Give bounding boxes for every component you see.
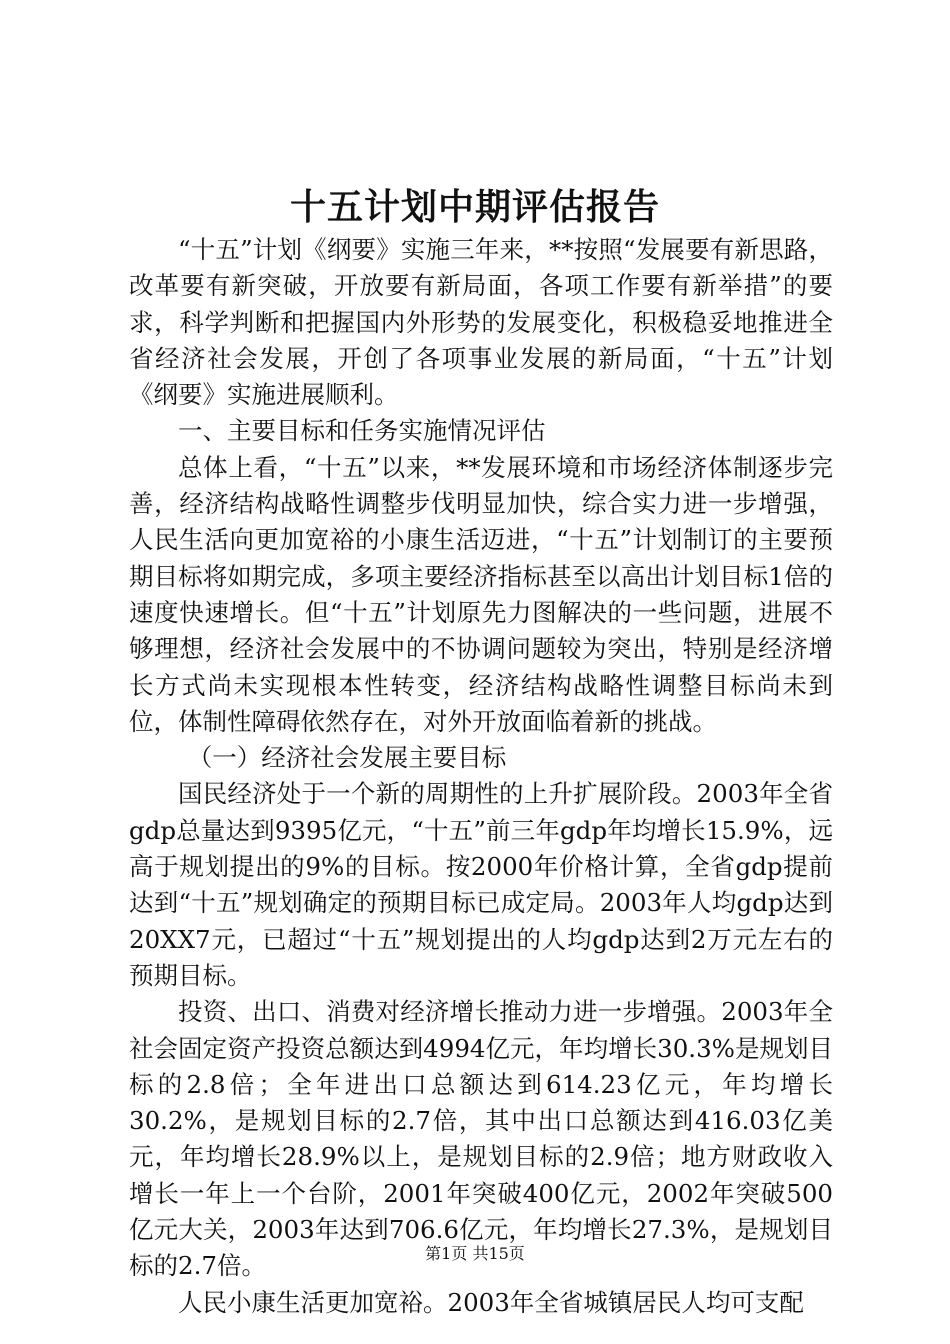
document-body (129, 232, 833, 1321)
document-title: 十五计划中期评估报告 (289, 186, 660, 228)
paragraph-investment: 投资、出口、消费对经济增长推动力进一步增强。2003年全社会固定资产投资总额达到4994亿元，年均增长30.3%是规划目标的2.8倍；全年进出口总额达到614.23亿元，年均增长30.2%，是规划目标的2.7倍，其中出口总额达到416.03亿美元，年均增长28.9%以上，是规划目标的2.9倍；地方财政收入增长一年上一个台阶，2001年突破400亿元，2002年突破500亿元大关，2003年达到706.6亿元，年均增长27.3%，是规划目标的2.7倍。 (129, 997, 833, 1281)
paragraph-living: 人民小康生活更加宽裕。2003年全省城镇居民人均可支配 (178, 1287, 804, 1317)
paragraph-economy: 国民经济处于一个新的周期性的上升扩展阶段。2003年全省gdp总量达到9395亿元，“十五”前三年gdp年均增长15.9%，远高于规划提出的9%的目标。按2000年价格计算，全省gdp提前达到“十五”规划确定的预期目标已成定局。2003年人均gdp达到20XX7元，已超过“十五”规划提出的人均gdp达到2万元左右的预期目标。 (129, 779, 833, 990)
subsection-heading: （一）经济社会发展主要目标 (187, 743, 507, 773)
section-heading: 一、主要目标和任务实施情况评估 (178, 416, 546, 446)
paragraph-intro: “十五”计划《纲要》实施三年来，**按照“发展要有新思路，改革要有新突破，开放要有新局面，各项工作要有新举措”的要求，科学判断和把握国内外形势的发展变化，积极稳妥地推进全省经济社会发展，开创了各项事业发展的新局面，“十五”计划《纲要》实施进展顺利。 (129, 235, 833, 410)
page-footer: 第1页 共15页 (425, 1244, 525, 1263)
paragraph-overview: 总体上看，“十五”以来，**发展环境和市场经济体制逐步完善，经济结构战略性调整步伐明显加快，综合实力进一步增强，人民生活向更加宽裕的小康生活迈进，“十五”计划制订的主要预期目标将如期完成，多项主要经济指标甚至以高出计划目标1倍的速度快速增长。但“十五”计划原先力图解决的一些问题，进展不够理想，经济社会发展中的不协调问题较为突出，特别是经济增长方式尚未实现根本性转变，经济结构战略性调整目标尚未到位，体制性障碍依然存在，对外开放面临着新的挑战。 (129, 452, 833, 736)
